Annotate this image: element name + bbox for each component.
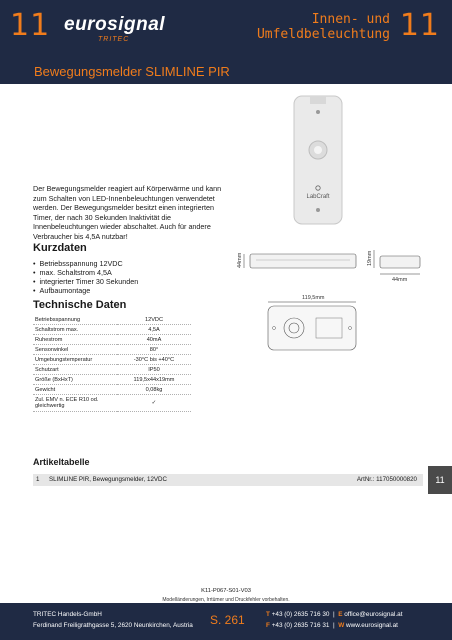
table-row: Schutzart IP50 [33, 365, 191, 375]
table-row: Größe (BxHxT) 119,5x44x19mm [33, 375, 191, 385]
section-side-tab: 11 [428, 466, 452, 494]
fax-number: +43 (0) 2635 716 31 [271, 622, 330, 629]
kurzdaten-heading: Kurzdaten [33, 242, 87, 254]
spec-table [33, 315, 191, 412]
email-link[interactable]: office@eurosignal.at [344, 611, 403, 618]
table-row: Zul. EMV n. ECE R10 od. gleichwertig ✓ [33, 395, 191, 412]
company-address: Ferdinand Freiligrathgasse 5, 2620 Neunkirchen, Austria [33, 622, 193, 629]
category-title: Innen- und Umfeldbeleuchtung [256, 12, 390, 42]
company-name: TRITEC Handels-GmbH [33, 611, 102, 618]
svg-text:19mm: 19mm [367, 250, 373, 266]
disclaimer: Modelländerungen, Irrtümer und Druckfehler vorbehalten. [162, 597, 290, 603]
document-reference: K11-P067-S01-V03 [201, 588, 251, 594]
svg-text:119,5mm: 119,5mm [302, 295, 325, 301]
table-row: Schaltstrom max. 4,5A [33, 325, 191, 335]
technische-daten-heading: Technische Daten [33, 299, 127, 311]
device-logo: LabCraft [306, 194, 330, 200]
table-row [33, 474, 423, 486]
product-description: Der Bewegungsmelder reagiert auf Körperwärme und kann zum Schalten von LED-Innenbeleuchtungen verwendetet werden. Der Bewegungsmelder besitzt einen integrierten Timer, der nach 30 Sekunden Inaktivität die Innenbeleuchtungen wieder abschaltet. Auch für andere Verbraucher bis 4,5A nutzbar! [33, 184, 222, 241]
contact-info: T +43 (0) 2635 716 30 | E office@eurosignal.at F +43 (0) 2635 716 31 | W www.eurosignal.at [266, 611, 403, 629]
article-number: ArtNr.: 117050000820 [356, 476, 417, 483]
website-link[interactable]: www.eurosignal.at [346, 622, 398, 629]
svg-text:44mm: 44mm [237, 252, 243, 268]
side-view-drawing [237, 252, 356, 268]
phone-number: +43 (0) 2635 716 30 [271, 611, 330, 618]
end-view-drawing [367, 250, 420, 283]
list-item: • max. Schaltstrom 4,5A [33, 268, 138, 277]
product-title: Bewegungsmelder SLIMLINE PIR [34, 64, 230, 79]
table-row: Gewicht 0,08kg [33, 385, 191, 395]
list-item: • integrierter Timer 30 Sekunden [33, 277, 138, 286]
artikeltabelle-heading: Artikeltabelle [33, 457, 90, 467]
section-number-left: 11 [10, 8, 51, 43]
article-position: 1 [36, 476, 40, 483]
technical-drawings [232, 246, 432, 446]
section-number-right: 11 [399, 8, 440, 43]
table-row: Betriebsspannung 12VDC [33, 315, 191, 325]
page-footer [0, 603, 452, 640]
table-row: Umgebungstemperatur -30°C bis +40°C [33, 355, 191, 365]
page-header [0, 0, 452, 58]
brand-subtitle: TRITEC [98, 36, 130, 43]
list-item: • Aufbaumontage [33, 286, 138, 295]
company-info [33, 609, 193, 631]
top-view-drawing [268, 295, 356, 350]
article-name: SLIMLINE PIR, Bewegungsmelder, 12VDC [49, 476, 167, 483]
list-item: • Betriebsspannung 12VDC [33, 259, 138, 268]
table-row: Sensorwinkel 80° [33, 345, 191, 355]
svg-text:44mm: 44mm [392, 277, 408, 283]
table-row: Ruhestrom 40mA [33, 335, 191, 345]
page-number: S. 261 [210, 613, 245, 627]
product-photo [288, 92, 348, 232]
kurzdaten-list [33, 259, 138, 295]
brand-logo: eurosignal [64, 14, 166, 35]
